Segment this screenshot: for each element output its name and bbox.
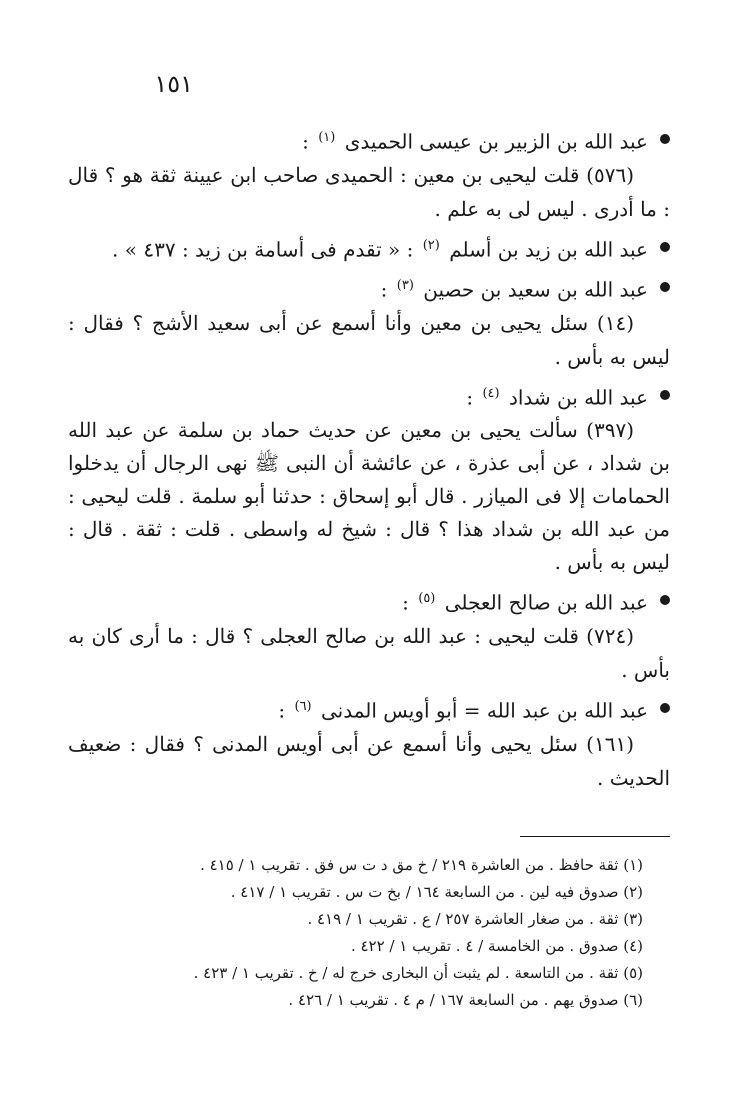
entry-heading-suffix: :	[402, 590, 409, 615]
narration-paragraph: (١٦١) سئل يحيى وأنا أسمع عن أبى أويس المدنى ؟ فقال : ضعيف الحديث .	[68, 732, 670, 790]
bullet-icon	[660, 282, 670, 292]
entry-heading-name: عبد الله بن زيد بن أسلم	[449, 237, 648, 262]
entry-heading-suffix: :	[380, 277, 388, 302]
entry-heading	[68, 266, 670, 306]
footnote-item: (١) ثقة حافظ . من العاشرة ٢١٩ / خ مق د ت س فق . تقريب ١ / ٤١٥ .	[200, 856, 643, 874]
footnote-ref: (١)	[318, 130, 336, 145]
footnote-ref: (٣)	[396, 278, 414, 293]
footnote-ref: (٦)	[294, 699, 312, 714]
bullet-icon	[660, 242, 670, 252]
footnote-separator	[520, 836, 670, 837]
entry-heading-suffix: :	[302, 129, 309, 154]
entry-heading-name: عبد الله بن عبد الله = أبو أويس المدنى	[320, 698, 648, 723]
footnote-ref: (٢)	[422, 238, 440, 253]
entry-heading	[68, 118, 670, 158]
narration-paragraph: (٧٢٤) قلت ليحيى : عبد الله بن صالح العجلى ؟ قال : ما أرى كان به بأس .	[68, 624, 670, 682]
footnote-item: (٣) ثقة . من صغار العاشرة ٢٥٧ / ع . تقريب ١ / ٤١٩ .	[307, 910, 643, 928]
entry-heading-name: عبد الله بن الزبير بن عيسى الحميدى	[344, 129, 648, 154]
entry-heading-suffix: : « تقدم فى أسامة بن زيد : ٤٣٧ » .	[112, 237, 414, 262]
bullet-icon	[660, 703, 670, 713]
entry-heading-suffix: :	[466, 385, 474, 410]
entry-heading-name: عبد الله بن سعيد بن حصين	[423, 277, 648, 302]
bullet-icon	[660, 390, 670, 400]
page-number: ١٥١	[154, 70, 193, 98]
entry-heading-name: عبد الله بن صالح العجلى	[444, 590, 648, 615]
entry-heading	[68, 374, 670, 414]
entry-heading-suffix: :	[278, 698, 286, 723]
footnote-item: (٤) صدوق . من الخامسة / ٤ . تقريب ١ / ٤٢٢ .	[350, 937, 643, 955]
footnote-item: (٦) صدوق يهم . من السابعة ١٦٧ / م ٤ . تقريب ١ / ٤٢٦ .	[288, 991, 643, 1009]
entry-heading	[68, 226, 670, 266]
entry-heading	[68, 687, 670, 727]
narration-paragraph: (٣٩٧) سألت يحيى بن معين عن حديث حماد بن سلمة عن عبد الله بن شداد ، عن أبى عذرة ، عن عائشة أن النبى ﷺ نهى الرجال أن يدخلوا الحمامات إلا فى الميازر . قال أبو إسحاق : حدثنا أبو سلمة . قلت ليحيى : من عبد الله بن شداد هذا ؟ قال : شيخ له واسطى . قلت : ثقة . قال : ليس به بأس .	[68, 418, 670, 574]
narration-paragraph: (٥٧٦) قلت ليحيى بن معين : الحميدى صاحب ابن عيينة ثقة هو ؟ قال : ما أدرى . ليس لى به علم .	[68, 163, 670, 221]
bullet-icon	[660, 134, 670, 144]
footnotes	[83, 852, 643, 1014]
footnote-ref: (٥)	[418, 591, 436, 606]
entry-heading-name: عبد الله بن شداد	[508, 385, 648, 410]
bullet-icon	[660, 595, 670, 605]
entry-heading	[68, 579, 670, 619]
footnote-item: (٢) صدوق فيه لين . من السابعة ١٦٤ / بخ ت س . تقريب ١ / ٤١٧ .	[230, 883, 643, 901]
footnote-ref: (٤)	[482, 386, 500, 401]
main-text	[68, 118, 670, 795]
footnote-item: (٥) ثقة . من التاسعة . لم يثبت أن البخارى خرج له / خ . تقريب ١ / ٤٢٣ .	[193, 964, 643, 982]
narration-paragraph: (١٤) سئل يحيى بن معين وأنا أسمع عن أبى سعيد الأشج ؟ فقال : ليس به بأس .	[68, 311, 670, 369]
